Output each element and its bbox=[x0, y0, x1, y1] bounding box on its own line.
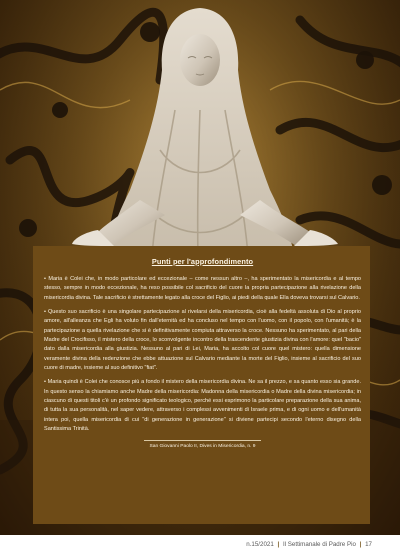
page-number: 17 bbox=[365, 541, 372, 548]
issue-number: n.15/2021 bbox=[246, 541, 274, 548]
source-divider bbox=[144, 440, 261, 441]
bullet-paragraph: • Maria quindi è Colei che conosce più a fondo il mistero della misericordia divina. Ne sa il prezzo, e sa quanto esso sia grande. In questo senso la chiamiamo anche Madre della misericordia: Madonna della misericordia o Madre della divina misericordia; in ciascuno di questi titoli c'è un profondo significato teologico, perché essi esprimono la particolare preparazione della sua anima, di tutta la sua personalità, nel saper vedere, attraverso i complessi avvenimenti di Israele prima, e di ogni uomo e dell'umanità intera poi, quella misericordia di cui "di generazione in generazione" si diviene partecipi secondo l'eterno disegno della Santissima Trinità. bbox=[44, 379, 361, 433]
bullet-paragraph: • Maria è Colei che, in modo particolare ed eccezionale – come nessun altro –, ha sperimentato la misericordia e al tempo stesso, sempre in modo eccezionale, ha reso possibile col sacrificio del cuore la propria partecipazione alla rivelazione della misericordia divina. Tale sacrificio è strettamente legato alla croce del Figlio, ai piedi della quale Ella doveva trovarsi sul Calvario. bbox=[44, 276, 361, 301]
page-footer bbox=[0, 535, 400, 560]
box-title: Punti per l'approfondimento bbox=[151, 257, 254, 266]
magazine-title: Il Settimanale di Padre Pio bbox=[282, 541, 356, 548]
footer-separator: | bbox=[277, 541, 280, 548]
footer-separator: | bbox=[359, 541, 362, 548]
info-box bbox=[33, 246, 370, 524]
footer-line bbox=[246, 541, 372, 548]
bullet-paragraph: • Questo suo sacrificio è una singolare partecipazione al rivelarsi della misericordia, cioè alla fedeltà assoluta di Dio al proprio amore, all'alleanza che Egli ha voluto fin dall'eternità ed ha concluso nel tempo con l'uomo, con il popolo, con l'umanità; è la partecipazione a quella rivelazione che si è definitivamente compiuta attraverso la croce. Nessuno ha sperimentato, al pari della Madre del Crocifisso, il mistero della croce, lo sconvolgente incontro della trascendente giustizia divina con l'amore: quel "bacio" dato dalla misericordia alla giustizia. Nessuno al pari di Lei, Maria, ha accolto col cuore quel mistero: quella dimensione veramente divina della redenzione che ebbe attuazione sul Calvario mediante la morte del Figlio, insieme al sacrificio del suo cuore di madre, insieme al suo definitivo "fiat". bbox=[44, 309, 361, 372]
citation-source: San Giovanni Paolo II, Dives in Misericordia, n. 9 bbox=[149, 444, 256, 450]
